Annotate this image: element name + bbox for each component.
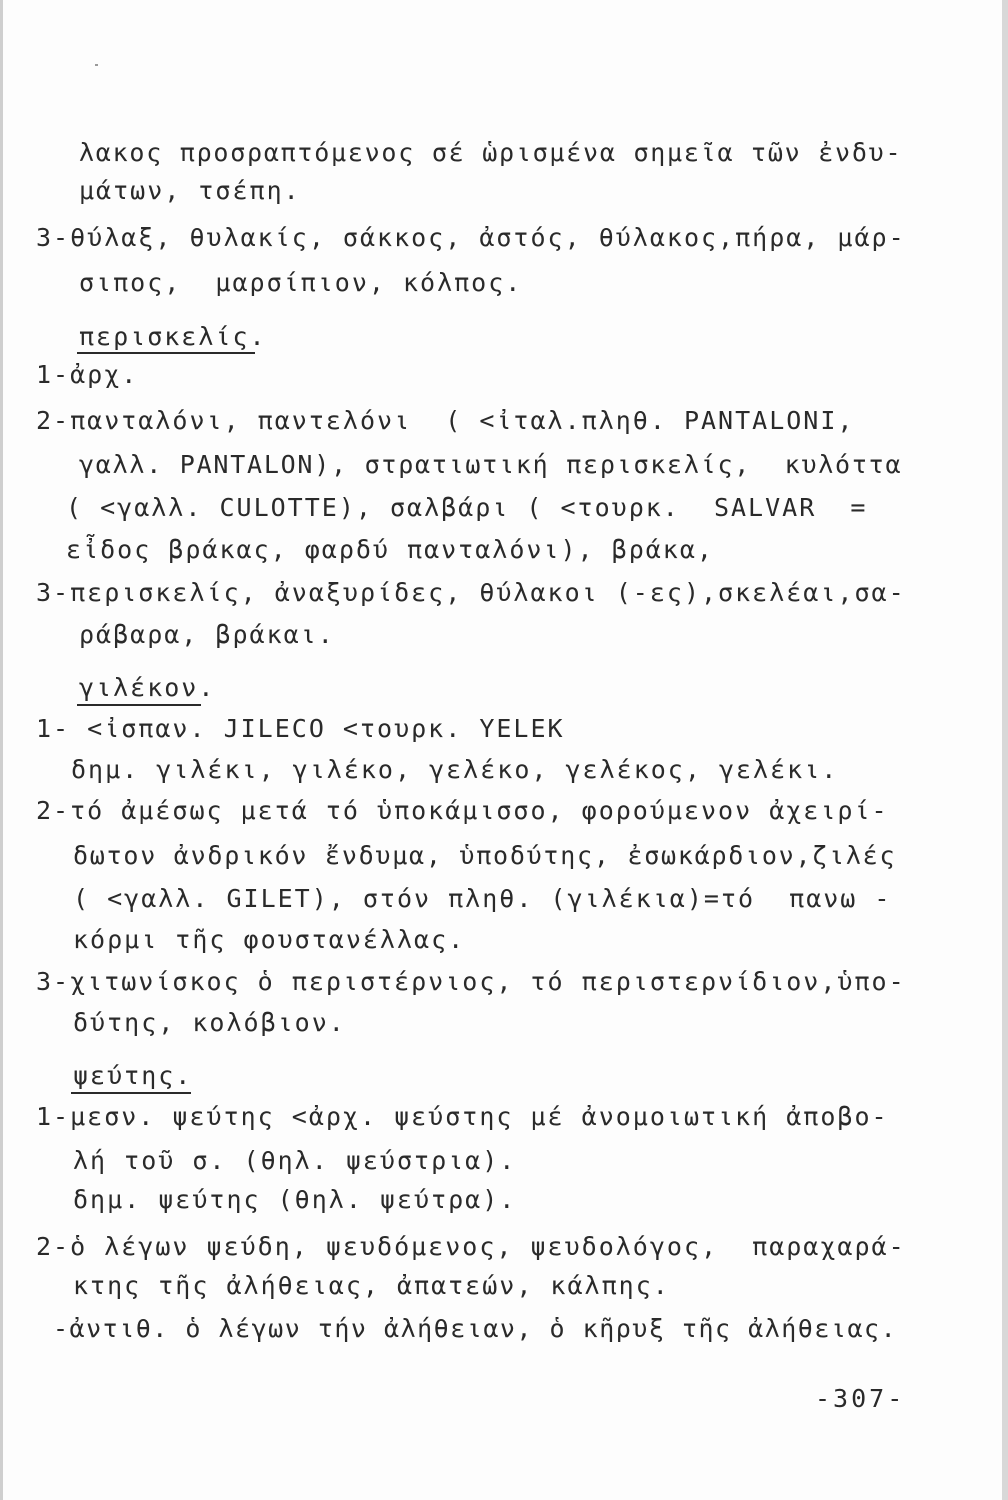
text-line: 2-ὁ λέγων ψεύδη, ψευδόμενος, ψευδολόγος, παραχαρά- — [36, 1232, 906, 1261]
text-line: δωτον ἀνδρικόν ἔνδυμα, ὑποδύτης, ἐσωκάρδιον,ζιλές — [73, 841, 897, 870]
text-line: 1-μεσν. ψεύτης <ἀρχ. ψεύστης μέ ἀνομοιωτική ἀποβο- — [36, 1102, 889, 1131]
text-line: 1- <ἰσπαν. JILECO <τουρκ. YELEK — [36, 714, 565, 743]
heading-underline — [71, 1092, 191, 1094]
page-number: -307- — [815, 1384, 906, 1413]
text-line: δύτης, κολόβιον. — [73, 1008, 346, 1037]
text-line: 3-θύλαξ, θυλακίς, σάκκος, ἀστός, θύλακος,πήρα, μάρ- — [36, 223, 906, 252]
text-line: κόρμι τῆς φουστανέλλας. — [73, 925, 466, 954]
text-line: εἶδος βράκας, φαρδύ πανταλόνι), βράκα, — [66, 535, 714, 564]
entry-heading: περισκελίς. — [79, 322, 267, 351]
text-line: 1-ἀρχ. — [36, 360, 139, 389]
text-line: δημ. γιλέκι, γιλέκο, γελέκο, γελέκος, γελέκι. — [71, 755, 839, 784]
text-line: ( <γαλλ. GILET), στόν πληθ. (γιλέκια)=τό πανω - — [73, 884, 892, 913]
text-line: γαλλ. PANTALON), στρατιωτική περισκελίς, κυλόττα — [79, 450, 903, 479]
heading-underline — [77, 704, 201, 706]
text-line: 2-πανταλόνι, παντελόνι ( <ἰταλ.πληθ. PANTALONI, — [36, 406, 855, 435]
text-line: κτης τῆς ἀλήθειας, ἀπατεών, κάλπης. — [73, 1271, 670, 1300]
text-line: δημ. ψεύτης (θηλ. ψεύτρα). — [73, 1185, 517, 1214]
text-line: λή τοῦ σ. (θηλ. ψεύστρια). — [73, 1146, 517, 1175]
text-line: ράβαρα, βράκαι. — [79, 620, 335, 649]
text-line: λακος προσραπτόμενος σέ ὡρισμένα σημεῖα τῶν ἐνδυ- — [79, 138, 903, 167]
text-line: ( <γαλλ. CULOTTE), σαλβάρι ( <τουρκ. SALVAR = — [66, 493, 868, 522]
text-line: 2-τό ἀμέσως μετά τό ὑποκάμισσο, φορούμενον ἀχειρί- — [36, 796, 889, 825]
text-line: σιπος, μαρσίπιον, κόλπος. — [79, 268, 523, 297]
entry-heading: γιλέκον. — [79, 673, 216, 702]
scan-speck — [95, 64, 98, 66]
text-line: -ἀντιθ. ὁ λέγων τήν ἀλήθειαν, ὁ κῆρυξ τῆς ἀλήθειας. — [53, 1314, 898, 1343]
entry-heading: ψεύτης. — [73, 1061, 193, 1090]
text-line: 3-χιτωνίσκος ὁ περιστέρνιος, τό περιστερνίδιον,ὑπο- — [36, 967, 906, 996]
text-line: 3-περισκελίς, ἀναξυρίδες, θύλακοι (-ες),σκελέαι,σα- — [36, 578, 906, 607]
heading-underline — [77, 352, 255, 354]
text-line: μάτων, τσέπη. — [79, 176, 301, 205]
